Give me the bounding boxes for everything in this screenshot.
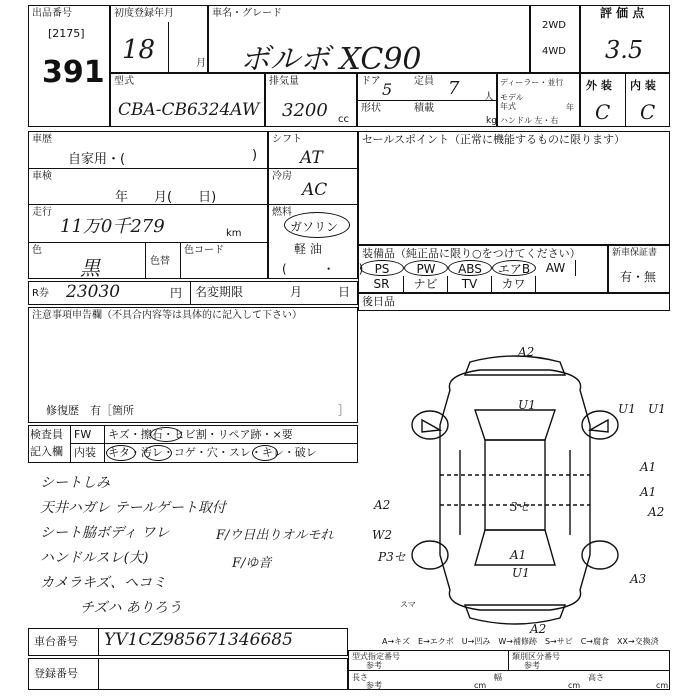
height-label: 高さ <box>588 673 604 682</box>
color-div-2 <box>180 242 181 279</box>
cm-1: cm <box>474 681 487 690</box>
fuel-label: 燃料 <box>272 207 292 218</box>
equipment-item: PS <box>360 260 404 276</box>
mileage-unit: km <box>226 228 242 239</box>
lot-label: 出品番号 <box>32 8 72 19</box>
expiry-label: 名変期限 <box>195 285 244 299</box>
name-value: ボルボ XC90 <box>240 42 422 77</box>
chassis-value: YV1CZ985671346685 <box>104 630 293 650</box>
diagram-marks <box>360 340 670 640</box>
fuel-diesel: 軽 油 <box>294 242 322 256</box>
chassis-label: 車台番号 <box>34 635 78 648</box>
equipment-item: PW <box>404 260 448 276</box>
history-div-1 <box>28 168 268 169</box>
inspector-fw: FW <box>74 428 92 441</box>
drive-2wd: 2WD <box>542 20 566 31</box>
repair-label: 修復歴 有［箇所 <box>46 404 134 417</box>
door-divider-h <box>357 100 497 101</box>
shift-value: AT <box>300 148 323 168</box>
displacement-unit: cc <box>338 114 349 125</box>
damage-mark: 3セ <box>510 500 530 514</box>
fuel-parens: ( ・ ) <box>282 262 364 276</box>
interior-label: 内 装 <box>630 79 656 92</box>
damage-mark: W2 <box>372 528 392 542</box>
month-divider <box>168 22 170 72</box>
exterior-value: C <box>595 100 611 124</box>
inspector-naiso: 内装 <box>74 446 96 459</box>
history-div-2 <box>28 204 268 205</box>
recycle-label: R券 <box>32 288 49 299</box>
inspection-label: 車検 <box>32 171 52 182</box>
color-div <box>145 242 146 279</box>
load-unit: kg <box>486 116 497 126</box>
equipment-item: カワ <box>492 276 536 292</box>
first-reg-label: 初度登録年月 <box>114 8 174 19</box>
warranty-value: 有・無 <box>620 270 657 284</box>
rear-seat-label: 後日品 <box>362 295 395 308</box>
handle-label: ハンドル 左・右 <box>500 116 559 125</box>
side-note-1: F/ウ日出りオルモれ <box>216 528 334 543</box>
sales-point-box <box>358 131 670 245</box>
mileage-value: 11万0千279 <box>60 216 165 237</box>
cooler-value: AC <box>302 180 328 200</box>
inspector-div-h <box>70 443 358 444</box>
damage-mark: U1 <box>512 566 530 580</box>
equipment-row-1 <box>360 260 606 276</box>
drive-box <box>530 5 580 73</box>
equipment-label: 装備品（純正品に限り○をつけてください） <box>362 247 581 260</box>
width-label: 幅 <box>494 673 502 682</box>
damage-mark: A3 <box>630 572 647 586</box>
lot-number: 391 <box>42 55 105 90</box>
cm-2: cm <box>568 681 581 690</box>
length-label: 長さ <box>352 673 368 682</box>
shape-label: 形状 <box>361 103 381 114</box>
lot-sub: [2175] <box>48 27 85 40</box>
inspector-circle-2 <box>106 445 136 461</box>
inspector-row-2: キタ・汚レ・コゲ・穴・スレ・キレ・破レ <box>108 446 317 459</box>
damage-mark: U1 <box>648 402 666 416</box>
first-reg-year: 18 <box>122 35 156 65</box>
repair-close: ］ <box>338 404 349 417</box>
dealer-label: ディーラー・並行 <box>500 78 564 87</box>
handwritten-notes <box>40 472 360 622</box>
diagram-small: スマ <box>400 600 416 609</box>
handwritten-note: 天井ハガレ テールゲート取付 <box>40 500 226 516</box>
door-label: ドア <box>361 76 381 87</box>
ref-3: 参考 <box>366 681 382 690</box>
expiry-day: 日 <box>338 285 351 299</box>
equipment-item: ABS <box>448 260 492 276</box>
equipment-item: エアB <box>492 260 536 276</box>
handwritten-note: チズハ ありろう <box>80 600 182 616</box>
model-label: 型式 <box>114 76 134 87</box>
spec-div-h <box>348 670 670 671</box>
inspector-label-2: 記入欄 <box>30 445 63 458</box>
expiry-month: 月 <box>290 285 303 299</box>
equipment-item: ナビ <box>404 276 448 292</box>
damage-mark: A1 <box>640 460 657 474</box>
warranty-label: 新車保証書 <box>612 248 658 258</box>
mileage-label: 走行 <box>32 207 52 218</box>
damage-mark: A2 <box>374 498 391 512</box>
class-label: 類別区分番号 <box>512 652 560 661</box>
spec-div-v <box>508 650 509 670</box>
side-note-2: F/ゆ音 <box>232 556 272 571</box>
color-value: 黒 <box>80 256 100 280</box>
damage-mark: P3セ <box>378 550 406 564</box>
inspector-label-1: 検査員 <box>30 428 63 441</box>
load-label: 積載 <box>414 103 434 114</box>
damage-mark: A1 <box>510 548 527 562</box>
sales-point-label: セールスポイント（正常に機能するものに限ります） <box>362 133 626 146</box>
diagram-legend: A→キズ E→エクボ U→凹み W→補修跡 S→サビ C→腐食 XX→交換済 <box>382 637 659 646</box>
inspector-circle-4 <box>252 445 278 461</box>
recycle-unit: 円 <box>170 286 183 300</box>
handwritten-note: シート脇ボディ ワレ <box>40 525 170 541</box>
damage-mark: A1 <box>640 485 657 499</box>
reg-div <box>98 658 99 690</box>
recycle-div <box>190 281 191 305</box>
notes-label: 注意事項申告欄（不具合内容等は具体的に記入して下さい） <box>32 310 302 321</box>
handwritten-note: ハンドルスレ(大) <box>40 550 149 566</box>
inspector-div-2 <box>104 425 105 463</box>
equipment-item: TV <box>448 276 492 292</box>
name-label: 車名・グレード <box>212 8 282 19</box>
inspector-circle-3 <box>144 445 172 461</box>
inspector-div <box>70 425 71 463</box>
ref-2: 参考 <box>524 661 540 670</box>
chassis-div <box>98 628 99 656</box>
door-value: 5 <box>382 80 393 99</box>
specs-div-2 <box>268 204 358 205</box>
history-close: ) <box>252 148 258 163</box>
damage-mark: U1 <box>518 398 536 412</box>
shift-label: シフト <box>272 134 302 145</box>
damage-mark: U1 <box>618 402 636 416</box>
model-spec-label: 型式指定番号 <box>352 652 400 661</box>
cooler-label: 冷房 <box>272 171 292 182</box>
color-change-label: 色替 <box>150 256 170 267</box>
handwritten-note: カメラキズ、ヘコミ <box>40 575 167 591</box>
history-box <box>28 131 268 279</box>
equipment-item: AW <box>536 260 576 276</box>
damage-mark: A2 <box>518 345 535 359</box>
damage-mark: A2 <box>648 505 665 519</box>
ref-1: 参考 <box>366 661 382 670</box>
damage-mark: A2 <box>530 622 547 636</box>
capacity-value: 7 <box>448 78 460 99</box>
drive-4wd: 4WD <box>542 46 566 57</box>
equipment-item: SR <box>360 276 404 292</box>
cm-3: cm <box>656 681 669 690</box>
equipment-row-2 <box>360 276 606 292</box>
handwritten-note: シートしみ <box>40 475 110 491</box>
grade-value: 3.5 <box>605 36 644 64</box>
rear-seat-box <box>358 293 670 311</box>
model-year-label: モデル年式 <box>500 93 524 111</box>
reg-label: 登録番号 <box>34 667 78 680</box>
model-value: CBA-CB6324AW <box>118 100 260 120</box>
history-div-3 <box>28 242 268 243</box>
color-code-label: 色コード <box>184 245 224 256</box>
history-label: 車歴 <box>32 134 52 145</box>
displacement-value: 3200 <box>282 100 328 121</box>
specs-div-1 <box>268 168 358 169</box>
capacity-label: 定員 <box>414 76 434 87</box>
fuel-gasoline: ガソリン <box>290 220 339 234</box>
inspector-row-1: キズ・擦石・ヒビ割・リペア跡・×要 <box>108 428 293 441</box>
inspector-circle-1 <box>150 427 182 442</box>
first-reg-month-unit: 月 <box>196 58 206 69</box>
model-year-unit: 年 <box>566 103 574 112</box>
history-value: 自家用・( <box>68 152 126 167</box>
color-label: 色 <box>32 245 42 256</box>
grade-label: 評 価 点 <box>600 6 645 20</box>
recycle-value: 23030 <box>66 282 121 302</box>
displacement-label: 排気量 <box>269 76 299 87</box>
capacity-unit: 人 <box>484 92 494 103</box>
exterior-label: 外 装 <box>586 79 612 92</box>
ext-int-divider <box>625 73 626 127</box>
inspection-value: 年 月( 日) <box>115 190 217 205</box>
fuel-gasoline-circle <box>284 212 350 238</box>
interior-value: C <box>640 100 656 124</box>
